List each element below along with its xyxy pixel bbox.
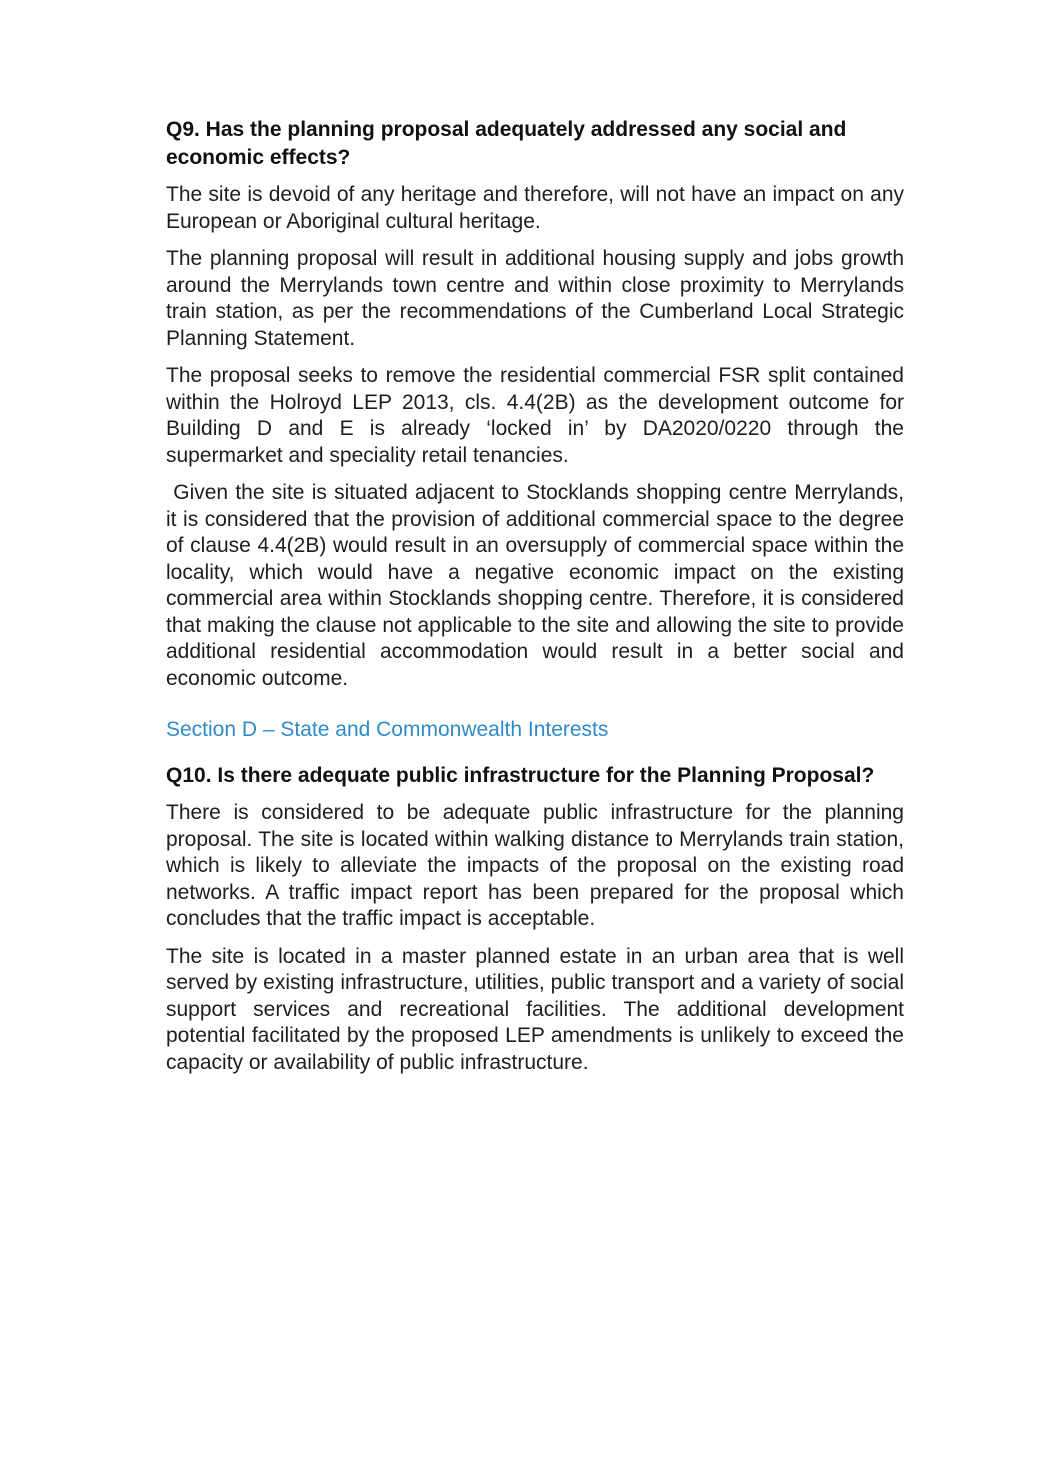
q10-heading: Q10. Is there adequate public infrastructure for the Planning Proposal? [166, 764, 875, 787]
q9-paragraph-1: The site is devoid of any heritage and therefore, will not have an impact on any European or Aboriginal cultural heritage. [166, 183, 904, 233]
q10-paragraph-2: The site is located in a master planned estate in an urban area that is well served by existing infrastructure, utilities, public transport and a variety of social support services and recreational facilities. The additional development potential facilitated by the proposed LEP amendments is unlikely to exceed the capacity or availability of public infrastructure. [166, 944, 904, 1074]
q9-paragraph-3: The proposal seeks to remove the residential commercial FSR split contained within the Holroyd LEP 2013, cls. 4.4(2B) as the development outcome for Building D and E is already ‘locked in’ by DA2020/0220 through the supermarket and speciality retail tenancies. [166, 364, 904, 467]
q9-heading: Q9. Has the planning proposal adequately addressed any social and economic effects? [166, 118, 847, 169]
section-d-heading: Section D – State and Commonwealth Interests [166, 718, 609, 741]
q9-paragraph-4: Given the site is situated adjacent to Stocklands shopping centre Merrylands, it is considered that the provision of additional commercial space to the degree of clause 4.4(2B) would result in an oversupply of commercial space within the locality, which would have a negative economic impact on the existing commercial area within Stocklands shopping centre. Therefore, it is considered that making the clause not applicable to the site and allowing the site to provide additional residential accommodation would result in a better social and economic outcome. [166, 481, 910, 690]
document-page [166, 116, 910, 1087]
q10-paragraph-1: There is considered to be adequate public infrastructure for the planning proposal. The site is located within walking distance to Merrylands train station, which is likely to alleviate the impacts of the proposal on the existing road networks. A traffic impact report has been prepared for the proposal which concludes that the traffic impact is acceptable. [166, 801, 904, 930]
q9-paragraph-2: The planning proposal will result in additional housing supply and jobs growth around the Merrylands town centre and within close proximity to Merrylands train station, as per the recommendations of the Cumberland Local Strategic Planning Statement. [166, 247, 904, 350]
